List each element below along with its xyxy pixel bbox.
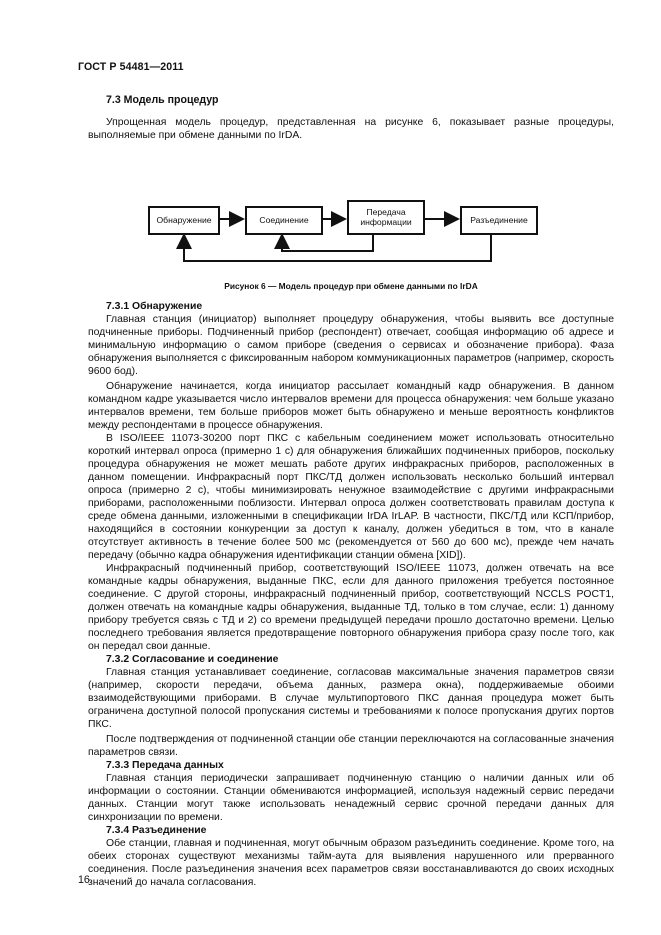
standard-header: ГОСТ Р 54481—2011 — [78, 61, 184, 73]
paragraph-731-3: В ISO/IEEE 11073-30200 порт ПКС с кабельным соединением может использовать относительно короткий интервал опроса (примерно 1 с) для обнаружения ближайших подчиненных приборов, поскольку процедура обнаружения не может мешать работе других инфракрасных приборов, расположенных в данном помещении. Инфракрасный порт ПКС/ТД должен использовать несколько больший интервал опроса (примерно 2 с), чтобы минимизировать ненужное взаимодействие с другими инфракрасными приборами, расположенными поблизости. Интервал опроса должен соответствовать правилам доступа к среде обмена данными, изложенными в спецификации IrDA IrLAP. В частности, ПКС/ТД или КСП/прибор, находящийся в состоянии конкуренции за доступ к каналу, должен убедиться в том, что в канале отсутствует активность в течение более 500 мс (рекомендуется от 560 до 600 мс), прежде чем начать передачу (обычно кадра обнаружения идентификации станции обмена [XID]). — [88, 433, 614, 561]
paragraph-732-1: Главная станция устанавливает соединение, согласовав максимальные значения параметров связи (например, скорости передачи, объема данных, размера окна), поддерживаемые обоими взаимодействующими приборами. В случае мультипортового ПКС данная процедура может быть ограничена доступной полосой пропускания системы и требованиями к полосе пропускания других портов ПКС. — [88, 667, 614, 730]
paragraph-733-1: Главная станция периодически запрашивает подчиненную станцию о наличии данных или об информации о состоянии. Станции обмениваются информацией, используя надежный сервис передачи данных. Станции могут также использовать ненадежный сервис срочной передачи данных для синхронизации по времени. — [88, 773, 614, 823]
loop-disconnect-to-discovery — [184, 235, 491, 261]
box-disconnection: Разъединение — [460, 206, 538, 235]
box-data-transfer: Передача информации — [347, 200, 425, 235]
subsection-title-731: 7.3.1 Обнаружение — [106, 301, 203, 312]
paragraph-734-1: Обе станции, главная и подчиненная, могут обычным образом разъединить соединение. Кроме того, на обеих сторонах существуют механизмы тайм-аута для выявления нарушенного или прерванного соединения. После разъединения значения всех параметров связи восстанавливаются до своих исходных значений до начала согласования. — [88, 838, 614, 888]
page-number: 16 — [78, 874, 90, 886]
paragraph-731-2: Обнаружение начинается, когда инициатор рассылает командный кадр обнаружения. В данном командном кадре указывается число интервалов времени для процесса обнаружения: чем больше указано интервалов времени, тем больше приборов может быть обнаружено и меньше вероятность конфликтов между респондентами в процессе обнаружения. — [88, 381, 614, 431]
loop-transfer-to-connection — [282, 235, 373, 251]
subsection-title-732: 7.3.2 Согласование и соединение — [106, 654, 279, 665]
page-content — [88, 94, 614, 889]
paragraph-731-1: Главная станция (инициатор) выполняет процедуру обнаружения, чтобы выявить все доступные подчиненные приборы. Подчиненный прибор (респондент) отвечает, сообщая информацию об адресе и минимальную информацию о самом приборе (сведения о сервисах и обозначение прибора). Фаза обнаружения выполняется с фиксированным набором коммуникационных параметров (например, скорость 9600 бод). — [88, 314, 614, 377]
procedure-diagram — [88, 150, 614, 291]
section-title: 7.3 Модель процедур — [106, 94, 219, 106]
paragraph-731-4: Инфракрасный подчиненный прибор, соответствующий ISO/IEEE 11073, должен отвечать на все командные кадры обнаружения, выданные ПКС, если для данного приложения требуется постоянное соединение. С другой стороны, инфракрасный подчиненный прибор, соответствующий NCCLS POCT1, должен отвечать на командные кадры обнаружения, выданные ТД, только в том случае, если: 1) данному прибору требуется связь с ТД и 2) со времени предыдущей передачи прошло достаточно времени. Целью последнего требования является предотвращение повторного обнаружения прибора сразу после того, как он передал свои данные. — [88, 563, 614, 652]
subsection-title-733: 7.3.3 Передача данных — [106, 760, 224, 771]
paragraph-732-2: После подтверждения от подчиненной станции обе станции переключаются на согласованные значения параметров связи. — [88, 734, 614, 758]
subsection-title-734: 7.3.4 Разъединение — [106, 825, 207, 836]
intro-paragraph: Упрощенная модель процедур, представленная на рисунке 6, показывает разные процедуры, выполняемые при обмене данными по IrDA. — [88, 117, 614, 141]
box-connection: Соединение — [245, 206, 323, 235]
box-discovery: Обнаружение — [148, 206, 220, 235]
figure-caption: Рисунок 6 — Модель процедур при обмене данными по IrDA — [224, 281, 478, 291]
